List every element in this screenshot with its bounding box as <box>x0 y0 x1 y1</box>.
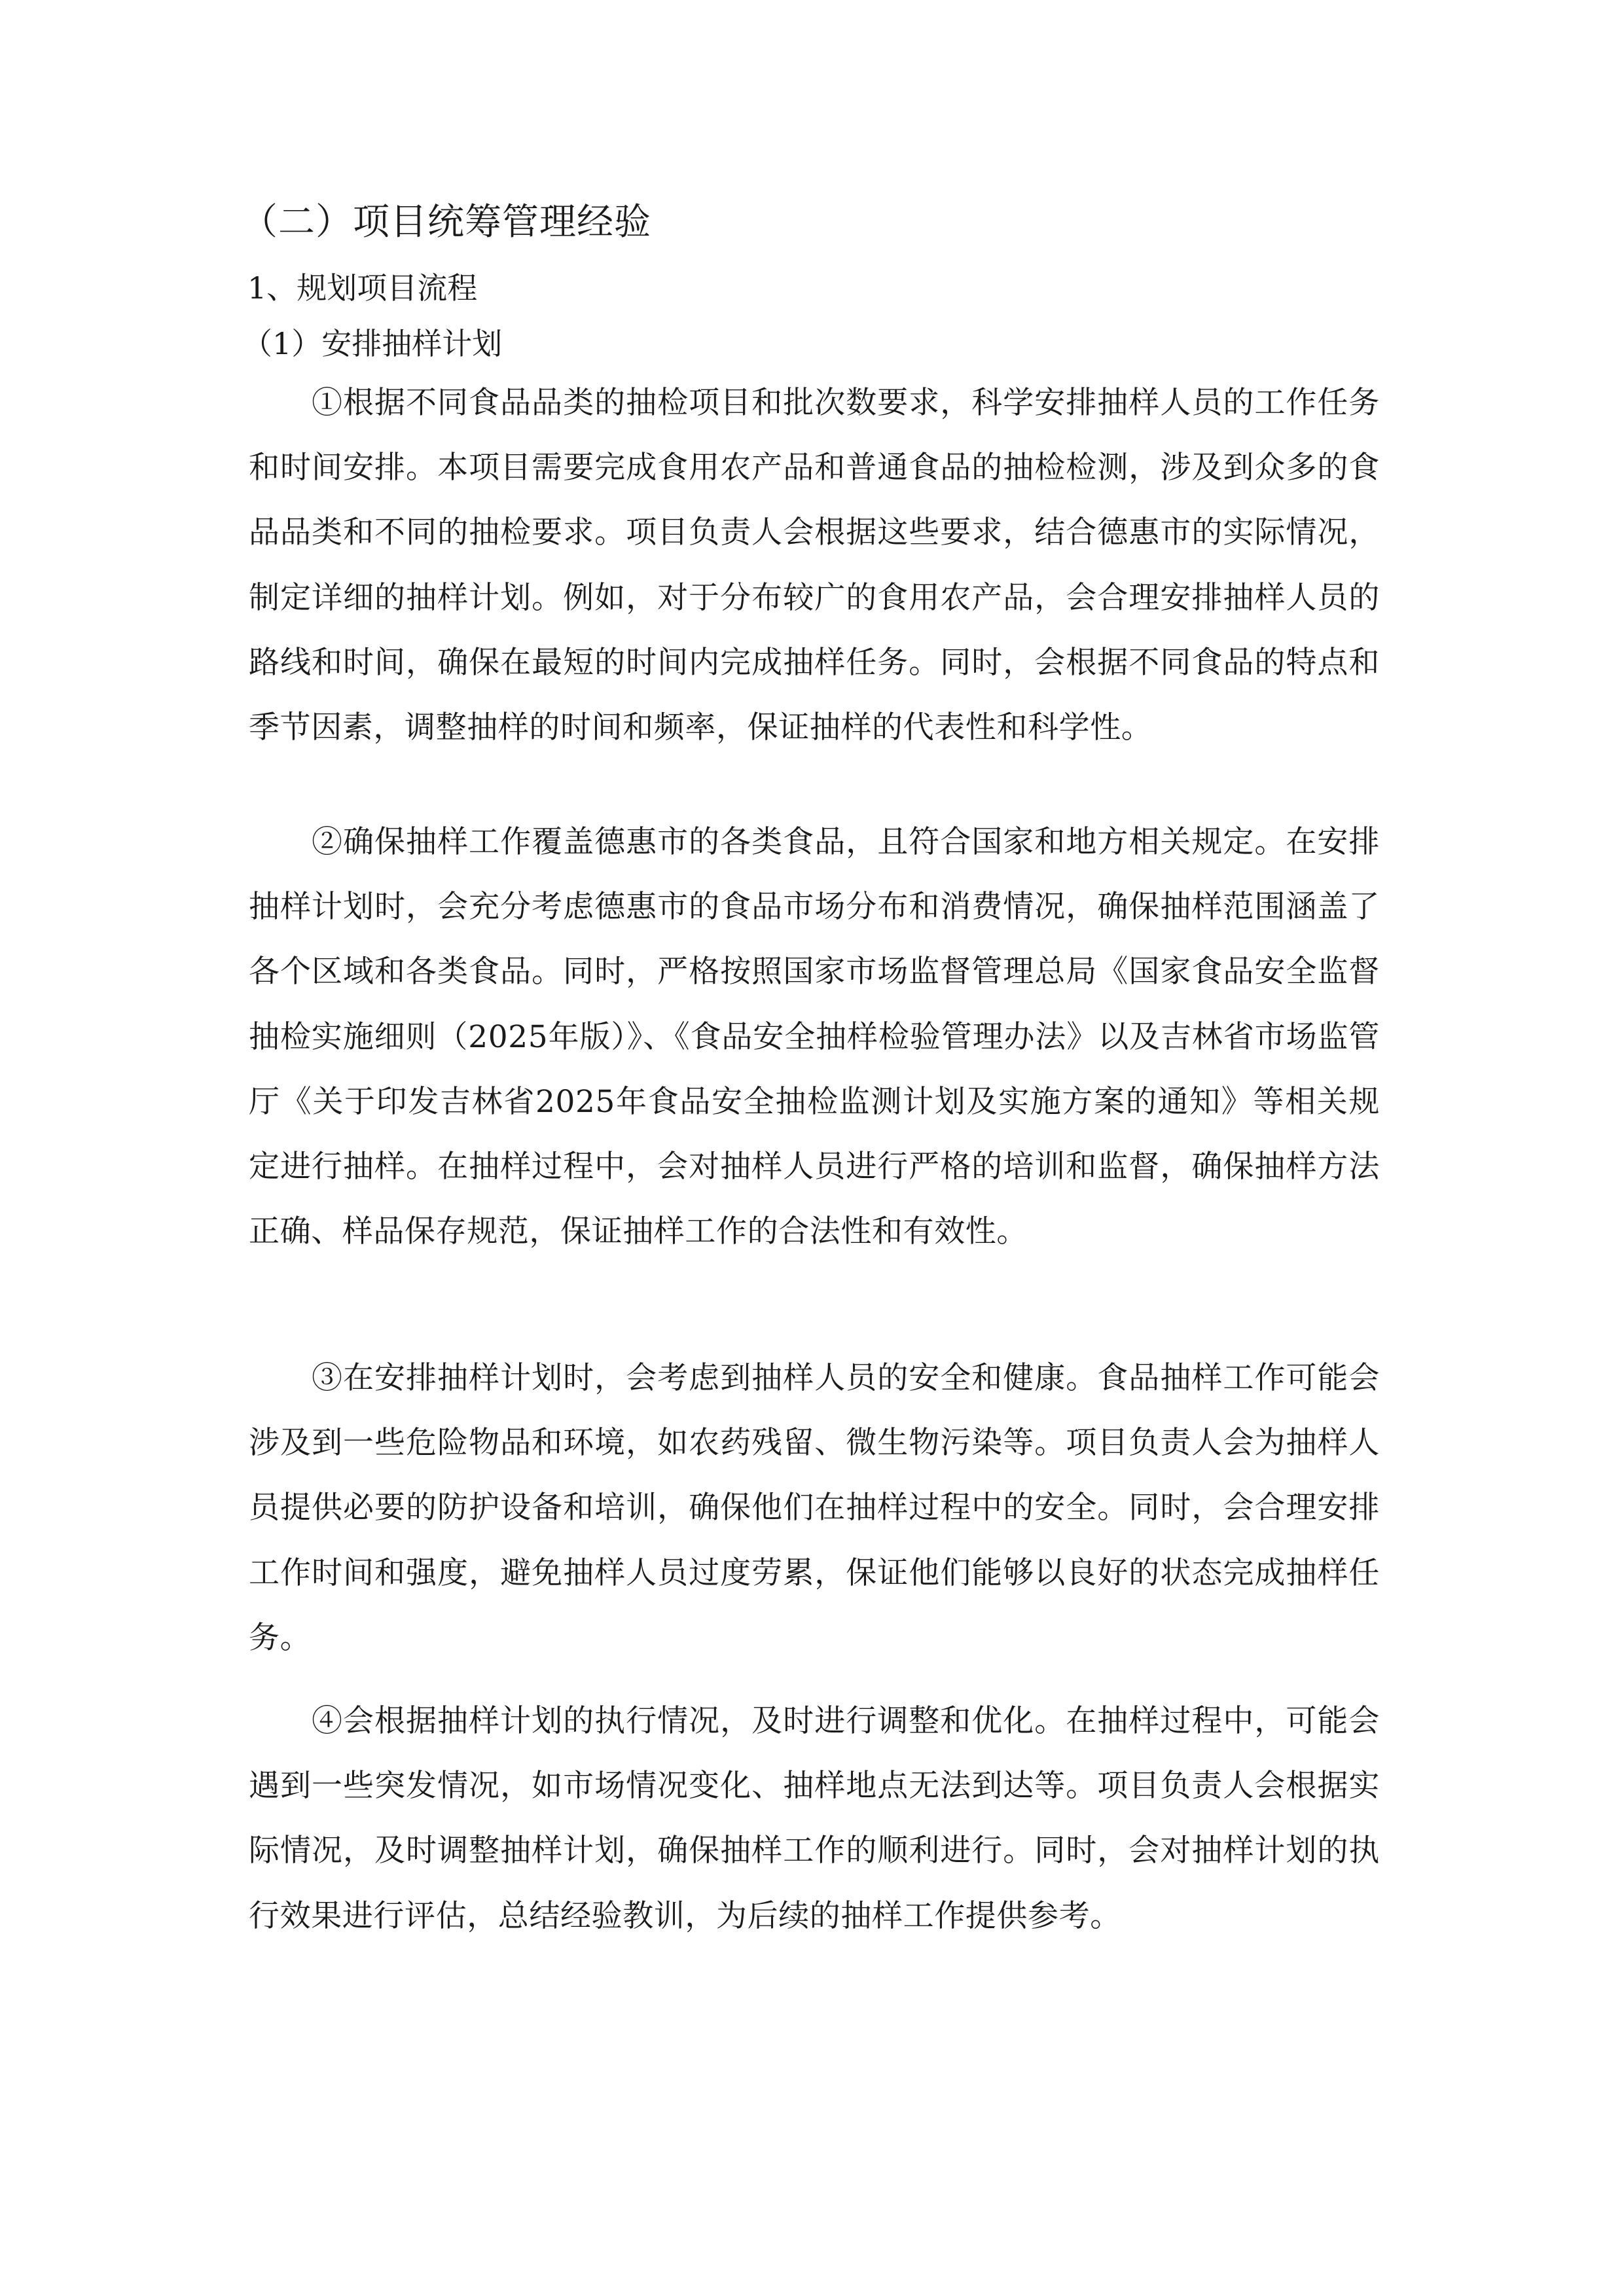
section-title: 1、规划项目流程 <box>247 270 478 306</box>
paragraph-4: ④会根据抽样计划的执行情况，及时进行调整和优化。在抽样过程中，可能会遇到一些突发情况，如市场情况变化、抽样地点无法到达等。项目负责人会根据实际情况，及时调整抽样计划，确保抽样工作的顺利进行。同时，会对抽样计划的执行效果进行评估，总结经验教训，为后续的抽样工作提供参考。 <box>249 1703 1380 1934</box>
section-heading: （二）项目统筹管理经验 <box>241 201 651 243</box>
paragraph-3: ③在安排抽样计划时，会考虑到抽样人员的安全和健康。食品抽样工作可能会涉及到一些危险物品和环境，如农药残留、微生物污染等。项目负责人会为抽样人员提供必要的防护设备和培训，确保他们在抽样过程中的安全。同时，会合理安排工作时间和强度，避免抽样人员过度劳累，保证他们能够以良好的状态完成抽样任务。 <box>249 1360 1380 1656</box>
paragraph-2: ②确保抽样工作覆盖德惠市的各类食品，且符合国家和地方相关规定。在安排抽样计划时，会充分考虑德惠市的食品市场分布和消费情况，确保抽样范围涵盖了各个区域和各类食品。同时，严格按照国家市场监督管理总局《国家食品安全监督抽检实施细则（2025年版）》、《食品安全抽样检验管理办法》以及吉林省市场监管厅《关于印发吉林省2025年食品安全抽检监测计划及实施方案的通知》等相关规定进行抽样。在抽样过程中，会对抽样人员进行严格的培训和监督，确保抽样方法正确、样品保存规范，保证抽样工作的合法性和有效性。 <box>249 824 1380 1250</box>
subsection-title: （1）安排抽样计划 <box>242 326 503 361</box>
paragraph-1: ①根据不同食品品类的抽检项目和批次数要求，科学安排抽样人员的工作任务和时间安排。本项目需要完成食用农产品和普通食品的抽检检测，涉及到众多的食品品类和不同的抽检要求。项目负责人会根据这些要求，结合德惠市的实际情况，制定详细的抽样计划。例如，对于分布较广的食用农产品，会合理安排抽样人员的路线和时间，确保在最短的时间内完成抽样任务。同时，会根据不同食品的特点和季节因素，调整抽样的时间和频率，保证抽样的代表性和科学性。 <box>249 385 1380 746</box>
